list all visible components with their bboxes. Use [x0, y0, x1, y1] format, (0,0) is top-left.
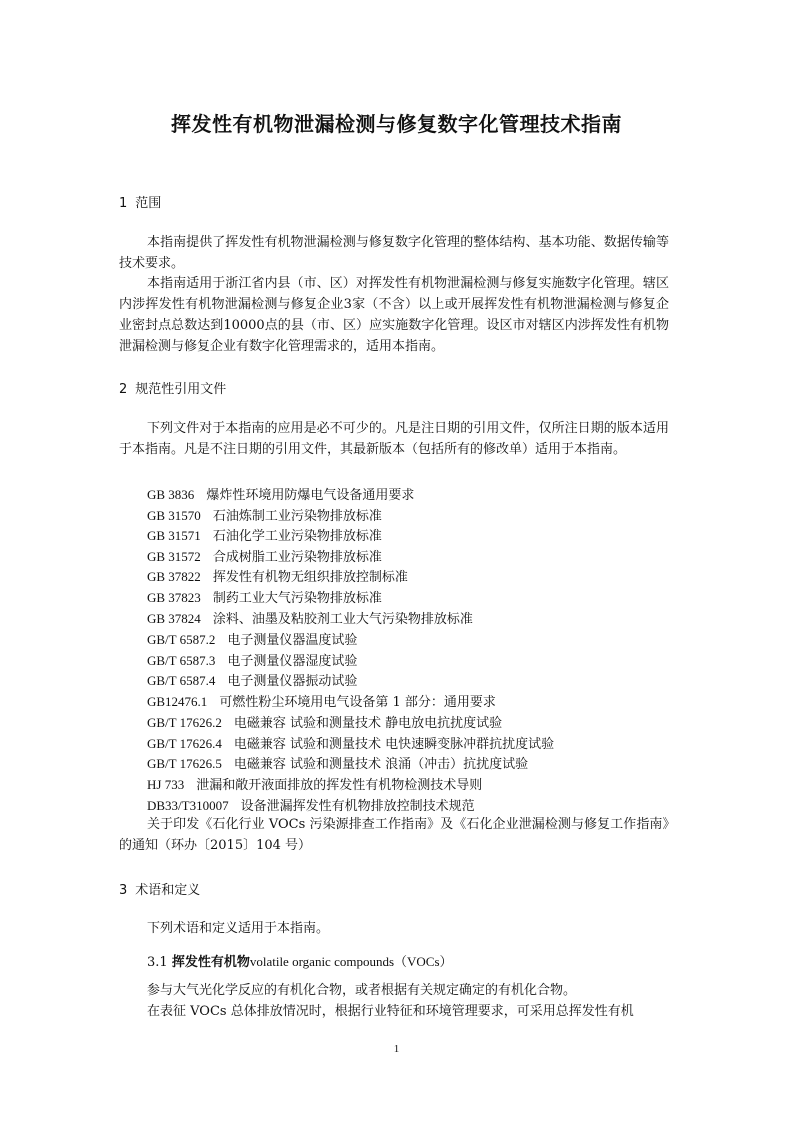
paragraph: 下列文件对于本指南的应用是必不可少的。凡是注日期的引用文件，仅所注日期的版本适用于本指南。凡是不注日期的引用文件，其最新版本（包括所有的修改单）适用于本指南。 [119, 421, 669, 457]
paragraph: 本指南适用于浙江省内县（市、区）对挥发性有机物泄漏检测与修复实施数字化管理。辖区内涉挥发性有机物泄漏检测与修复企业3家（不含）以上或开展挥发性有机物泄漏检测与修复企业密封点总数达到10000点的县（市、区）应实施数字化管理。设区市对辖区内涉挥发性有机物泄漏检测与修复企业有数字化管理需求的，适用本指南。 [119, 276, 669, 354]
reference-item: GB 31570 石油炼制工业污染物排放标准 [147, 508, 382, 524]
reference-item: GB12476.1 可燃性粉尘环境用电气设备第 1 部分：通用要求 [147, 694, 496, 710]
reference-item: GB/T 6587.3 电子测量仪器湿度试验 [147, 653, 358, 669]
section-number: 2 [119, 382, 128, 397]
term-heading [147, 951, 453, 970]
reference-item: GB 37822 挥发性有机物无组织排放控制标准 [147, 569, 408, 585]
term-name: 挥发性有机物 [171, 955, 250, 970]
section-title: 术语和定义 [135, 883, 201, 898]
reference-item: GB/T 6587.4 电子测量仪器振动试验 [147, 673, 358, 689]
paragraph: 参与大气光化学反应的有机化合物，或者根据有关规定确定的有机化合物。 [147, 983, 577, 998]
reference-item: GB/T 17626.5 电磁兼容 试验和测量技术 浪涌（冲击）抗扰度试验 [147, 756, 529, 772]
reference-item: GB 31571 石油化学工业污染物排放标准 [147, 528, 382, 544]
reference-item: GB/T 6587.2 电子测量仪器温度试验 [147, 632, 358, 648]
reference-note: 关于印发《石化行业 VOCs 污染源排查工作指南》及《石化企业泄漏检测与修复工作指南》的通知（环办〔2015〕104 号） [119, 817, 669, 853]
page-number: 1 [393, 1043, 400, 1055]
paragraph: 下列术语和定义适用于本指南。 [147, 921, 330, 936]
reference-item: GB 3836 爆炸性环境用防爆电气设备通用要求 [147, 487, 415, 503]
term-english: volatile organic compounds（VOCs） [249, 954, 453, 969]
section-title: 规范性引用文件 [135, 382, 227, 397]
reference-item: GB 37823 制药工业大气污染物排放标准 [147, 590, 382, 606]
reference-item: GB 37824 涂料、油墨及粘胶剂工业大气污染物排放标准 [147, 611, 473, 627]
term-number: 3.1 [147, 955, 168, 970]
reference-item: GB/T 17626.2 电磁兼容 试验和测量技术 静电放电抗扰度试验 [147, 715, 503, 731]
reference-item: GB 31572 合成树脂工业污染物排放标准 [147, 549, 382, 565]
section-number: 3 [119, 883, 128, 898]
reference-item: HJ 733 泄漏和敞开液面排放的挥发性有机物检测技术导则 [147, 777, 483, 793]
paragraph: 在表征 VOCs 总体排放情况时，根据行业特征和环境管理要求，可采用总挥发性有机 [147, 1004, 634, 1019]
page-title: 挥发性有机物泄漏检测与修复数字化管理技术指南 [171, 112, 622, 136]
section-heading-scope [119, 192, 161, 211]
reference-item: DB33/T310007 设备泄漏挥发性有机物排放控制技术规范 [147, 798, 475, 814]
section-heading-references [119, 378, 226, 397]
section-heading-terms [119, 879, 200, 898]
paragraph: 本指南提供了挥发性有机物泄漏检测与修复数字化管理的整体结构、基本功能、数据传输等技术要求。 [119, 235, 669, 271]
reference-item: GB/T 17626.4 电磁兼容 试验和测量技术 电快速瞬变脉冲群抗扰度试验 [147, 736, 555, 752]
section-number: 1 [119, 196, 128, 211]
section-title: 范围 [135, 196, 162, 211]
